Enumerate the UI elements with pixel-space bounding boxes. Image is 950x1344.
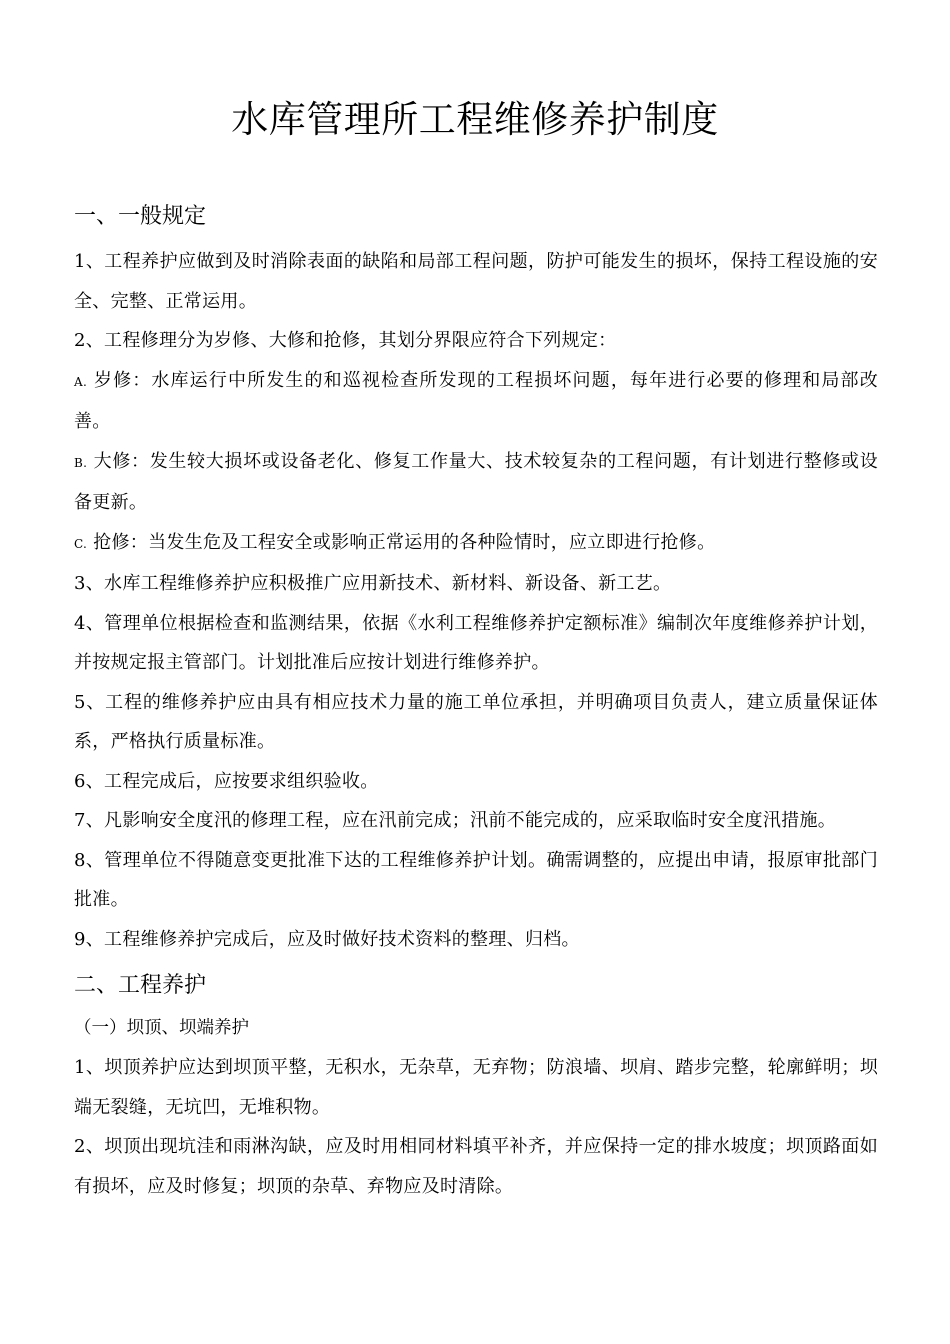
paragraph-dam-2: 2、坝顶出现坑洼和雨淋沟缺，应及时用相同材料填平补齐，并应保持一定的排水坡度；坝顶路面如有损坏，应及时修复；坝顶的杂草、弃物应及时清除。 — [74, 1136, 878, 1197]
section-heading-maintenance: 二、工程养护 — [74, 973, 207, 998]
list-marker-b: B. — [74, 455, 88, 470]
paragraph-3: 3、水库工程维修养护应积极推广应用新技术、新材料、新设备、新工艺。 — [74, 573, 672, 594]
list-marker-a: A. — [74, 374, 88, 389]
paragraph-b-text: 大修：发生较大损坏或设备老化、修复工作量大、技术较复杂的工程问题，有计划进行整修或设备更新。 — [74, 450, 878, 513]
section-heading-general: 一、一般规定 — [74, 204, 207, 229]
paragraph-6: 6、工程完成后，应按要求组织验收。 — [74, 770, 379, 792]
document-body — [74, 198, 878, 1206]
paragraph-b — [74, 442, 878, 523]
paragraph-a — [74, 361, 878, 442]
document-title: 水库管理所工程维修养护制度 — [231, 98, 719, 141]
subsection-heading-dam-crest: （一）坝顶、坝端养护 — [74, 1018, 249, 1038]
paragraph-a-text: 岁修：水库运行中所发生的和巡视检查所发现的工程损坏问题，每年进行必要的修理和局部改善。 — [74, 369, 878, 432]
paragraph-5: 5、工程的维修养护应由具有相应技术力量的施工单位承担，并明确项目负责人，建立质量保证体系，严格执行质量标准。 — [74, 691, 878, 752]
paragraph-8: 8、管理单位不得随意变更批准下达的工程维修养护计划。确需调整的，应提出申请，报原审批部门批准。 — [74, 849, 878, 910]
paragraph-9: 9、工程维修养护完成后，应及时做好技术资料的整理、归档。 — [74, 928, 580, 950]
paragraph-2: 2、工程修理分为岁修、大修和抢修，其划分界限应符合下列规定： — [74, 330, 617, 351]
paragraph-1: 1、工程养护应做到及时消除表面的缺陷和局部工程问题，防护可能发生的损坏，保持工程设施的安全、完整、正常运用。 — [74, 251, 878, 312]
paragraph-4: 4、管理单位根据检查和监测结果，依据《水利工程维修养护定额标准》编制次年度维修养护计划，并按规定报主管部门。计划批准后应按计划进行维修养护。 — [74, 612, 878, 673]
paragraph-c-text: 抢修：当发生危及工程安全或影响正常运用的各种险情时，应立即进行抢修。 — [87, 531, 716, 553]
paragraph-dam-1: 1、坝顶养护应达到坝顶平整，无积水，无杂草，无弃物；防浪墙、坝肩、踏步完整，轮廓鲜明；坝端无裂缝，无坑凹，无堆积物。 — [74, 1057, 878, 1118]
paragraph-7: 7、凡影响安全度汛的修理工程，应在汛前完成；汛前不能完成的，应采取临时安全度汛措施。 — [74, 810, 837, 831]
list-marker-c: C. — [74, 536, 88, 551]
paragraph-c — [74, 523, 878, 565]
